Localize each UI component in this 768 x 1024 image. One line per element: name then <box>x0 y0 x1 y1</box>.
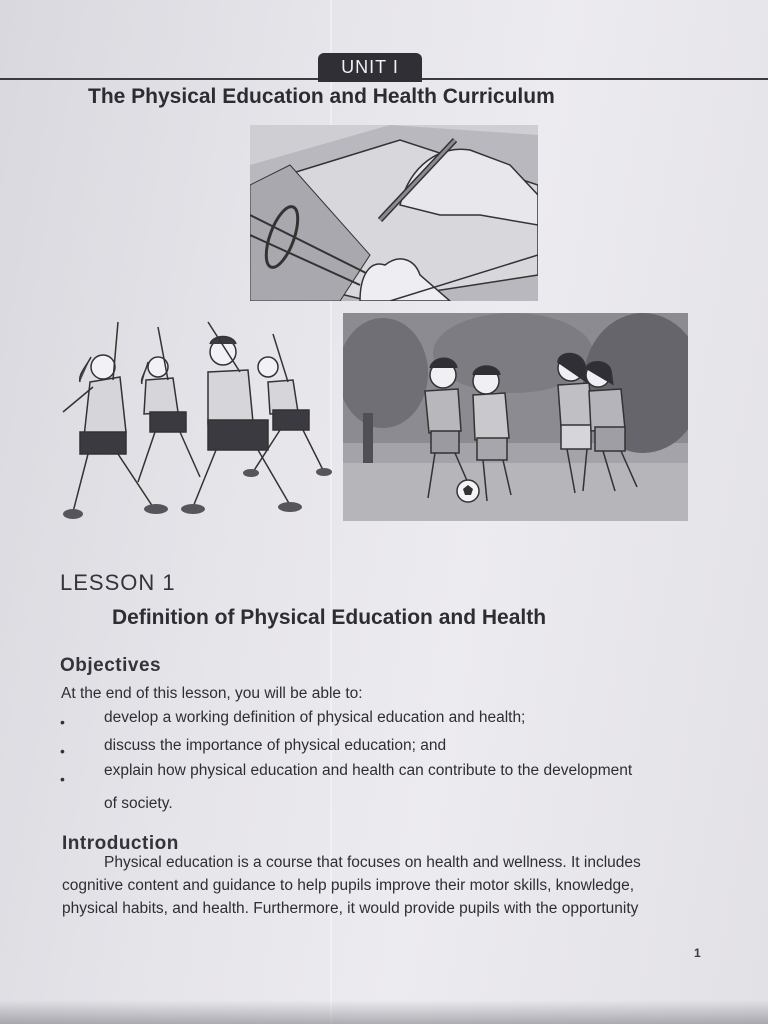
hands-writing-illustration <box>250 125 538 301</box>
introduction-line: physical habits, and health. Furthermore, it would provide pupils with the opportunity <box>62 900 639 917</box>
page-number: 1 <box>694 946 701 960</box>
objective-item-continued: of society. <box>104 795 173 812</box>
unit-title: The Physical Education and Health Curriculum <box>88 85 555 108</box>
objective-item: explain how physical education and health can contribute to the development <box>104 762 633 779</box>
unit-tab: UNIT I <box>318 53 422 82</box>
objective-item: develop a working definition of physical education and health; <box>104 709 526 726</box>
introduction-line: Physical education is a course that focuses on health and wellness. It includes <box>104 854 641 871</box>
objectives-intro: At the end of this lesson, you will be able to: <box>61 685 363 702</box>
objectives-heading: Objectives <box>60 655 162 676</box>
bullet-icon: • <box>60 743 65 759</box>
children-playing-football-illustration <box>343 313 688 521</box>
bullet-icon: • <box>60 771 65 787</box>
page-edge-shadow <box>0 1000 768 1024</box>
introduction-heading: Introduction <box>62 833 179 854</box>
lesson-label: LESSON 1 <box>60 570 176 595</box>
bullet-icon: • <box>60 714 65 730</box>
introduction-line: cognitive content and guidance to help pupils improve their motor skills, knowledge, <box>62 877 635 894</box>
lesson-title: Definition of Physical Education and Health <box>112 606 547 629</box>
objective-item: discuss the importance of physical education; and <box>104 737 447 754</box>
children-stretching-illustration <box>58 312 338 527</box>
